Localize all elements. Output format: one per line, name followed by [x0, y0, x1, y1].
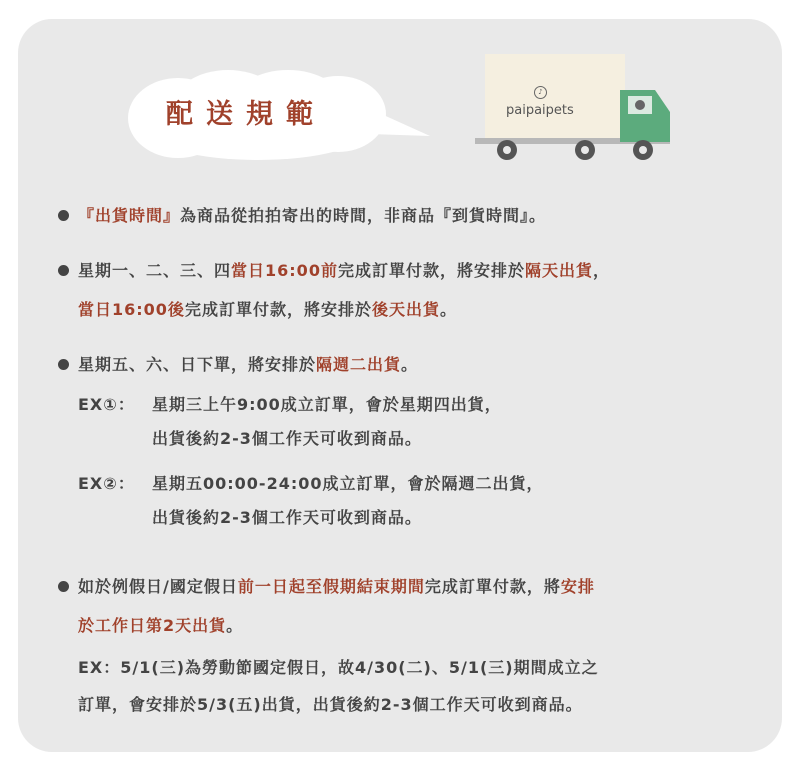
bullet-icon — [58, 359, 69, 370]
holiday-rule-line-2 — [78, 613, 243, 636]
weekday-rule-line-1 — [78, 258, 610, 281]
bullet-icon — [58, 265, 69, 276]
shipping-time-note — [78, 203, 546, 226]
rule-text: 星期五、六、日下單，將安排於 — [78, 355, 317, 374]
rule-text: 完成訂單付款，將安排於 — [337, 261, 525, 280]
next-day-shipping: 隔天出貨 — [524, 261, 593, 280]
rule-punct: 。 — [401, 355, 419, 374]
holiday-period: 前一日起至假期結束期間 — [237, 577, 425, 596]
bullet-icon — [58, 210, 69, 221]
shipping-time-term: 『出貨時間』 — [78, 206, 181, 225]
brand-name: paipaipets — [506, 103, 574, 118]
rule-punct: 。 — [226, 616, 244, 635]
example-1-label: EX①： — [78, 395, 135, 414]
rule-punct: 。 — [439, 300, 457, 319]
bullet-icon — [58, 581, 69, 592]
weekend-rule — [78, 352, 418, 375]
weekday-range: 星期一、二、三、四 — [78, 261, 232, 280]
next-tuesday-shipping: 隔週二出貨 — [316, 355, 402, 374]
rule-text: 完成訂單付款，將安排於 — [184, 300, 372, 319]
rule-punct: ， — [592, 261, 610, 280]
holiday-example-line-1: EX：5/1(三)為勞動節國定假日，故4/30(二)、5/1(三)期間成立之 — [78, 658, 599, 677]
example-1-line-1: 星期三上午9:00成立訂單，會於星期四出貨， — [152, 395, 502, 414]
cutoff-after: 當日16:00後 — [78, 300, 185, 319]
rule-text: 完成訂單付款，將 — [424, 577, 561, 596]
second-workday-shipping: 於工作日第2天出貨 — [78, 616, 227, 635]
holiday-term: 如於例假日/國定假日 — [78, 577, 238, 596]
cutoff-before: 當日16:00前 — [231, 261, 338, 280]
example-2-label: EX②： — [78, 474, 135, 493]
brand-logo-icon: ♪ — [534, 86, 547, 99]
page-title: 配送規範 — [166, 99, 326, 130]
holiday-rule-line-1 — [78, 574, 595, 597]
example-1-line-2: 出貨後約2-3個工作天可收到商品。 — [152, 429, 422, 448]
weekday-rule-line-2 — [78, 297, 457, 320]
shipping-time-desc: 為商品從拍拍寄出的時間，非商品『到貨時間』。 — [180, 206, 547, 225]
arrange-term: 安排 — [560, 577, 595, 596]
example-2-line-1: 星期五00:00-24:00成立訂單，會於隔週二出貨， — [152, 474, 544, 493]
example-2-line-2: 出貨後約2-3個工作天可收到商品。 — [152, 508, 422, 527]
holiday-example-line-2: 訂單，會安排於5/3(五)出貨，出貨後約2-3個工作天可收到商品。 — [78, 695, 583, 714]
two-day-shipping: 後天出貨 — [371, 300, 440, 319]
